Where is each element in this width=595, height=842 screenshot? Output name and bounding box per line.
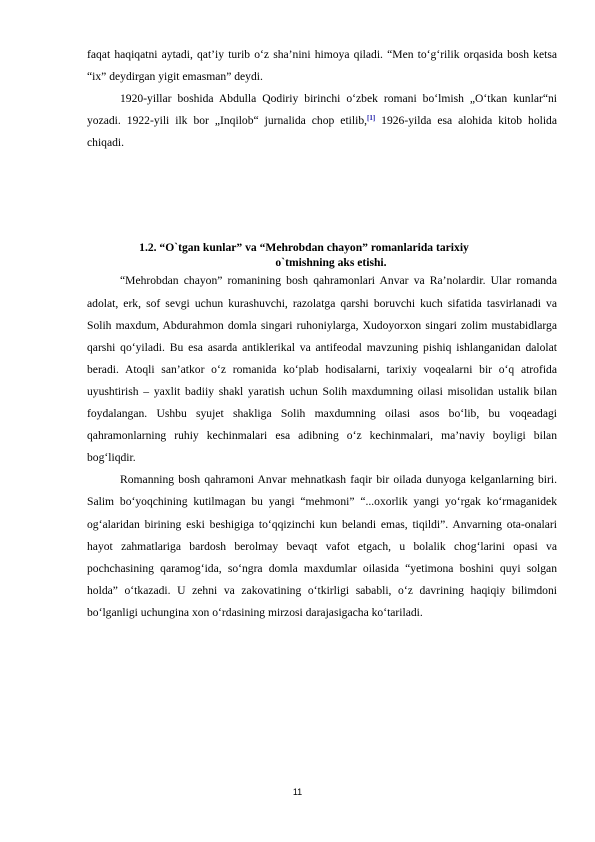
section-heading-line-1: 1.2. “O`tgan kunlar” va “Mehrobdan chayon” romanlarida tarixiy xyxy=(139,241,469,255)
page-number: 11 xyxy=(292,787,303,797)
paragraph-3: “Mehrobdan chayon” romanining bosh qahramonlari Anvar va Ra’nolardir. Ular romanda adolat, erk, sof sevgi uchun kurashuvchi, razolatga qarshi boruvchi kuch sifatida tasvirlanadi va Solih maxdum, Abdurahmon domla singari ruhoniylarga, Xudoyorxon singari zolim mustabidlarga qarshi qo‘yiladi. Bu esa asarda antiklerikal va antifeodal mavzuning pishiq ishlanganidan dalolat beradi. Atoqli san’atkor o‘z romanida ko‘plab hodisalarni, tarixiy voqealarni bir o‘q atrofida uyushtirish – yaxlit badiiy shakl yaratish uchun Solih maxdumning oilasi misolidan ustalik bilan foydalangan. Ushbu syujet shakliga Solih maxdumning oilasi asos bo‘lib, bu voqeadagi qahramonlarning ruhiy kechinmalari esa adibning o‘z kechinmalari, ma’naviy boyligi bilan bog‘liqdir. xyxy=(87,274,557,465)
footnote-reference-link[interactable]: [1] xyxy=(367,114,376,123)
section-heading xyxy=(87,240,557,270)
paragraph-1: faqat haqiqatni aytadi, qat’iy turib o‘z sha’nini himoya qiladi. “Men to‘g‘rilik orqasida bosh ketsa “ix” deydirgan yigit emasman” deydi. xyxy=(87,48,557,84)
page-body xyxy=(87,44,557,624)
section-heading-line-2: o`tmishning aks etishi. xyxy=(275,256,387,270)
paragraph-2-text-b: 1926-yilda esa alohida kitob holida chiqadi. xyxy=(87,114,558,150)
paragraph-4: Romanning bosh qahramoni Anvar mehnatkash faqir bir oilada dunyoga kelganlarning biri. Salim bo‘yoqchining kutilmagan bu yangi “mehmoni” “...oxorlik yangi yo‘rgak ko‘rmaganidek og‘alaridan birining eski beshigiga to‘qqizinchi kun belandi emas, tiqildi”. Anvarning ota-onalari hayot zahmatlariga bardosh berolmay bevaqt vafot etgach, u bolalik chog‘larini opasi va pochchasining qaramog‘ida, so‘ngra domla maxdumlar oilasida “yetimona boshini quyi solgan holda” o‘tkazadi. U zehni va zakovatining o‘tkirligi sababli, o‘z davrining haqiqiy bilimdoni bo‘lganligi uchungina xon o‘rdasining mirzosi darajasigacha ko‘tariladi. xyxy=(87,473,557,619)
paragraph-2-text-a: 1920-yillar boshida Abdulla Qodiriy birinchi o‘zbek romani bo‘lmish „O‘tkan kunlar“ni yozadi. 1922-yili ilk bor „Inqilob“ jurnalida chop etilib, xyxy=(87,92,557,128)
paragraph-2 xyxy=(87,88,557,154)
